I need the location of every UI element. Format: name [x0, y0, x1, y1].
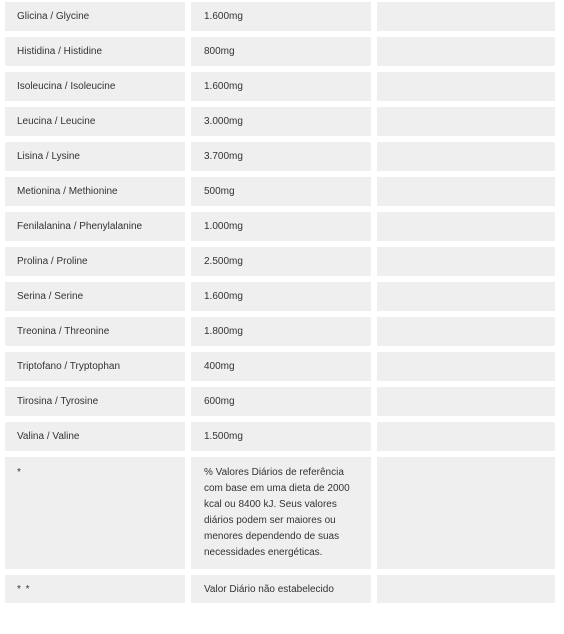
daily-value-cell [377, 422, 555, 451]
footnote-marker: * * [5, 575, 185, 603]
amount-cell: 2.500mg [191, 247, 371, 276]
table-row [0, 387, 564, 416]
footnote-row [0, 457, 564, 569]
nutrient-name-cell: Fenilalanina / Phenylalanine [5, 212, 185, 241]
daily-value-cell [377, 107, 555, 136]
footnote-text: % Valores Diários de referência com base em uma dieta de 2000 kcal ou 8400 kJ. Seus valores diários podem ser maiores ou menores dependendo de suas necessidades energéticas. [191, 457, 371, 569]
nutrient-name-cell: Triptofano / Tryptophan [5, 352, 185, 381]
nutrient-name-cell: Tirosina / Tyrosine [5, 387, 185, 416]
amount-cell: 1.600mg [191, 72, 371, 101]
nutrient-name-cell: Lisina / Lysine [5, 142, 185, 171]
table-row [0, 247, 564, 276]
amount-cell: 1.600mg [191, 282, 371, 311]
amount-cell: 1.600mg [191, 2, 371, 31]
daily-value-cell [377, 282, 555, 311]
nutrient-name-cell: Treonina / Threonine [5, 317, 185, 346]
footnote-text: Valor Diário não estabelecido [191, 575, 371, 603]
table-row [0, 72, 564, 101]
amount-cell: 3.700mg [191, 142, 371, 171]
nutrient-name-cell: Histidina / Histidine [5, 37, 185, 66]
daily-value-cell [377, 352, 555, 381]
nutrient-name-cell: Leucina / Leucine [5, 107, 185, 136]
nutrient-name-cell: Valina / Valine [5, 422, 185, 451]
table-row [0, 107, 564, 136]
table-row [0, 282, 564, 311]
table-row [0, 317, 564, 346]
footnote-marker: * [5, 457, 185, 569]
footnote-empty-cell [377, 457, 555, 569]
daily-value-cell [377, 72, 555, 101]
table-row [0, 352, 564, 381]
daily-value-cell [377, 142, 555, 171]
nutrient-name-cell: Serina / Serine [5, 282, 185, 311]
nutrient-name-cell: Glicina / Glycine [5, 2, 185, 31]
daily-value-cell [377, 387, 555, 416]
table-row [0, 212, 564, 241]
daily-value-cell [377, 317, 555, 346]
amount-cell: 1.800mg [191, 317, 371, 346]
table-row [0, 177, 564, 206]
daily-value-cell [377, 177, 555, 206]
footnote-row [0, 575, 564, 603]
amount-cell: 400mg [191, 352, 371, 381]
amount-cell: 3.000mg [191, 107, 371, 136]
amount-cell: 1.000mg [191, 212, 371, 241]
footnote-empty-cell [377, 575, 555, 603]
table-row [0, 142, 564, 171]
table-row [0, 422, 564, 451]
amount-cell: 800mg [191, 37, 371, 66]
daily-value-cell [377, 2, 555, 31]
table-row [0, 37, 564, 66]
nutrient-name-cell: Prolina / Proline [5, 247, 185, 276]
daily-value-cell [377, 247, 555, 276]
nutrient-name-cell: Metionina / Methionine [5, 177, 185, 206]
daily-value-cell [377, 37, 555, 66]
amount-cell: 600mg [191, 387, 371, 416]
amount-cell: 1.500mg [191, 422, 371, 451]
daily-value-cell [377, 212, 555, 241]
nutrient-name-cell: Isoleucina / Isoleucine [5, 72, 185, 101]
table-row [0, 2, 564, 31]
amount-cell: 500mg [191, 177, 371, 206]
